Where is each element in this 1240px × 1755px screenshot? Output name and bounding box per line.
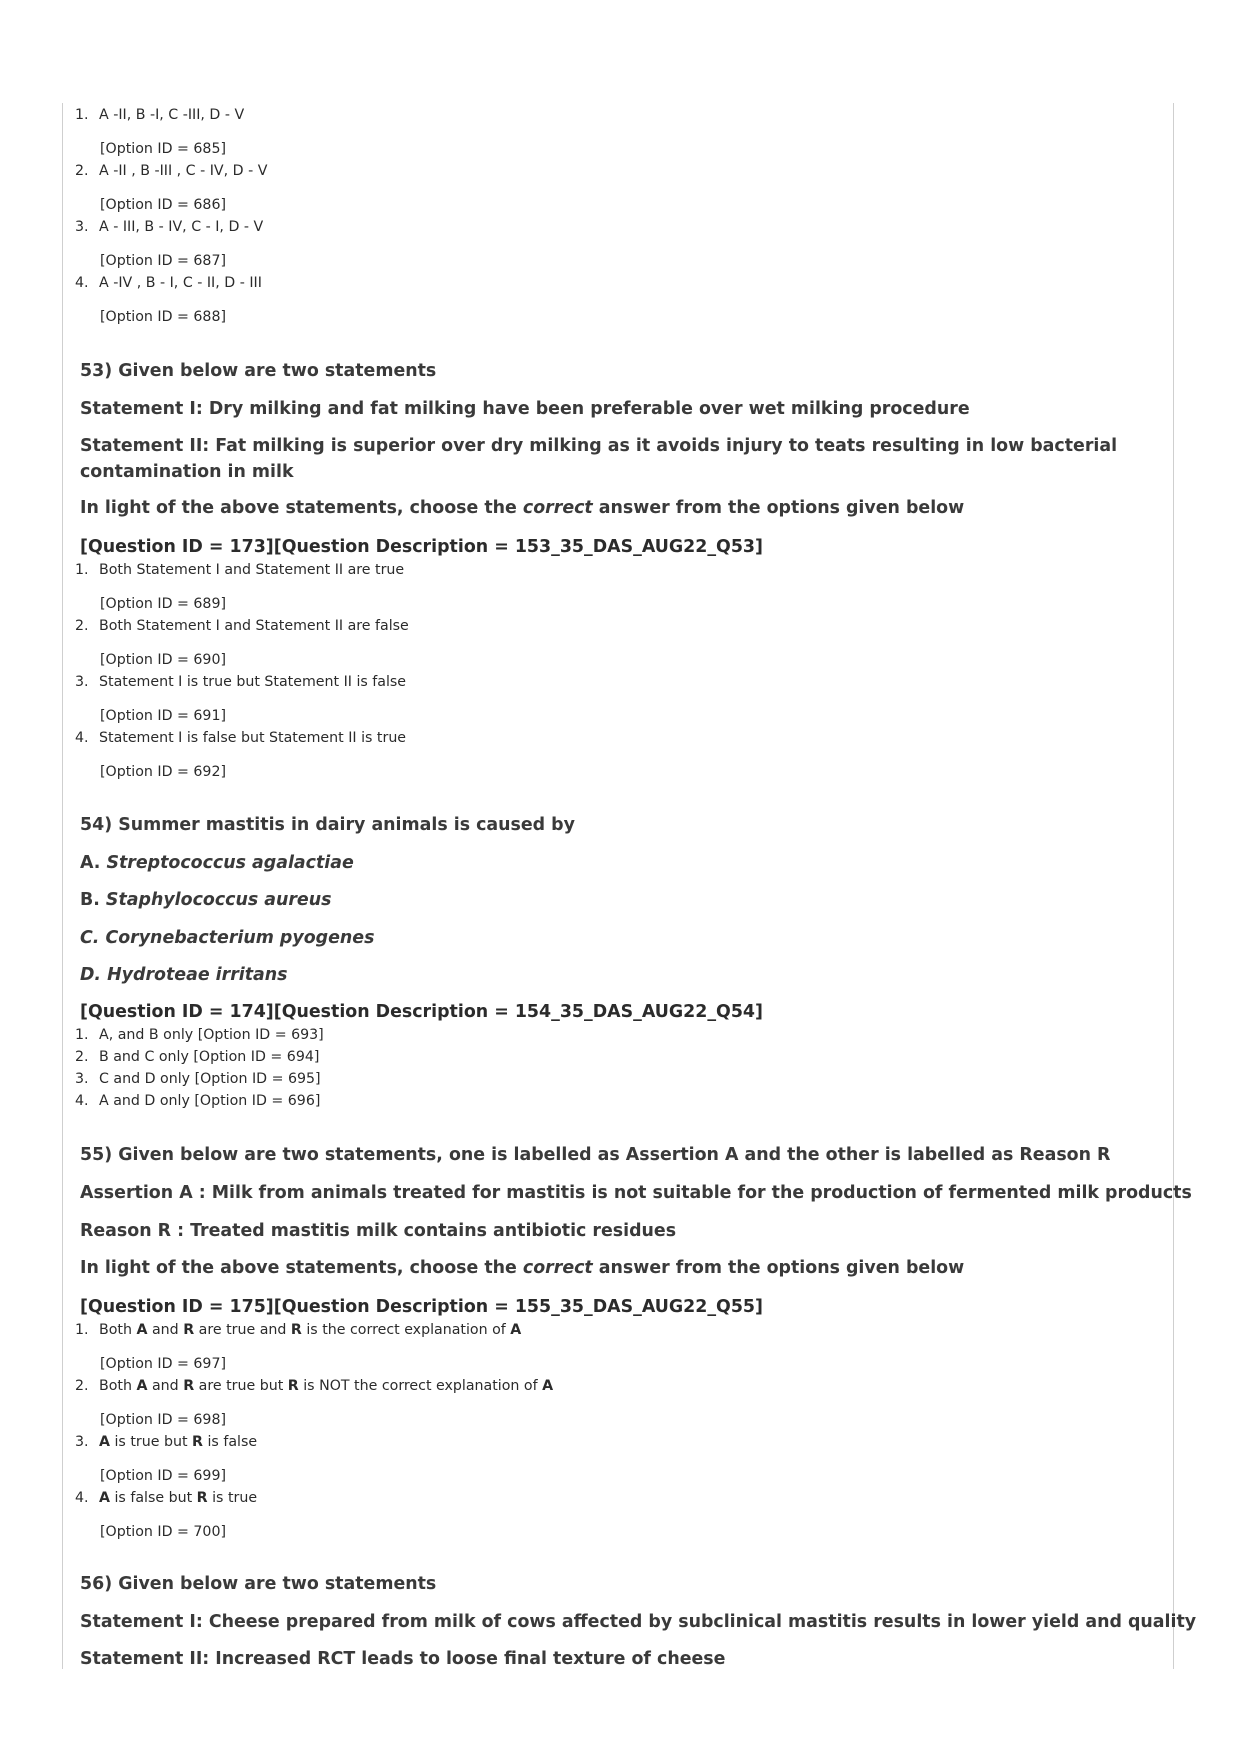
option-id: [Option ID = 687] (100, 253, 227, 269)
question-id: [Question ID = 174][Question Description = 154_35_DAS_AUG22_Q54] (80, 1002, 763, 1022)
organism-d: D. Hydroteae irritans (80, 965, 288, 985)
option-id: [Option ID = 691] (100, 708, 227, 724)
statement-1: Statement I: Cheese prepared from milk of cows affected by subclinical mastitis results in lower yield and quality (80, 1612, 1197, 1632)
organism-b: B. Staphylococcus aureus (80, 890, 332, 910)
question-title: 54) Summer mastitis in dairy animals is caused by (80, 815, 575, 835)
list-item: 2. A -II , B -III , C - IV, D - V (75, 163, 268, 179)
option-id: [Option ID = 685] (100, 141, 227, 157)
option-id: [Option ID = 688] (100, 309, 227, 325)
list-item: 4. Statement I is false but Statement II is true (75, 730, 407, 746)
option-id: [Option ID = 698] (100, 1412, 227, 1428)
list-item: 3. A - III, B - IV, C - I, D - V (75, 219, 264, 235)
list-item: 1. A, and B only [Option ID = 693] (75, 1027, 324, 1043)
list-item: 2. B and C only [Option ID = 694] (75, 1049, 320, 1065)
list-item: 2. Both Statement I and Statement II are false (75, 618, 409, 634)
statement-2: Statement II: Fat milking is superior over dry milking as it avoids injury to teats resulting in low bacterial contamination in milk (80, 436, 1118, 482)
question-id: [Question ID = 175][Question Description = 155_35_DAS_AUG22_Q55] (80, 1297, 763, 1317)
option-id: [Option ID = 686] (100, 197, 227, 213)
list-item: 1. Both Statement I and Statement II are true (75, 562, 405, 578)
option-id: [Option ID = 692] (100, 764, 227, 780)
list-item: 4. A is false but R is true (75, 1490, 258, 1506)
list-item: 1. A -II, B -I, C -III, D - V (75, 107, 245, 123)
assertion: Assertion A : Milk from animals treated for mastitis is not suitable for the production of fermented milk products (80, 1183, 1192, 1203)
instruction: In light of the above statements, choose the correct answer from the options given below (80, 1258, 965, 1278)
list-item: 4. A and D only [Option ID = 696] (75, 1093, 321, 1109)
list-item: 3. C and D only [Option ID = 695] (75, 1071, 321, 1087)
list-item: 4. A -IV , B - I, C - II, D - III (75, 275, 262, 291)
list-item: 2. Both A and R are true but R is NOT the correct explanation of A (75, 1378, 554, 1394)
option-id: [Option ID = 689] (100, 596, 227, 612)
instruction: In light of the above statements, choose the correct answer from the options given below (80, 498, 965, 518)
option-id: [Option ID = 690] (100, 652, 227, 668)
statement-2: Statement II: Increased RCT leads to loose final texture of cheese (80, 1649, 726, 1669)
list-item: 3. A is true but R is false (75, 1434, 258, 1450)
question-id: [Question ID = 173][Question Description = 153_35_DAS_AUG22_Q53] (80, 537, 763, 557)
reason: Reason R : Treated mastitis milk contains antibiotic residues (80, 1221, 677, 1241)
question-title: 56) Given below are two statements (80, 1574, 437, 1594)
organism-c: C. Corynebacterium pyogenes (80, 928, 375, 948)
option-id: [Option ID = 697] (100, 1356, 227, 1372)
list-item: 3. Statement I is true but Statement II is false (75, 674, 407, 690)
option-id: [Option ID = 699] (100, 1468, 227, 1484)
question-title: 53) Given below are two statements (80, 361, 437, 381)
statement-1: Statement I: Dry milking and fat milking have been preferable over wet milking procedure (80, 399, 970, 419)
organism-a: A. Streptococcus agalactiae (80, 853, 354, 873)
list-item: 1. Both A and R are true and R is the correct explanation of A (75, 1322, 522, 1338)
question-title: 55) Given below are two statements, one is labelled as Assertion A and the other is labelled as Reason R (80, 1145, 1111, 1165)
option-id: [Option ID = 700] (100, 1524, 227, 1540)
